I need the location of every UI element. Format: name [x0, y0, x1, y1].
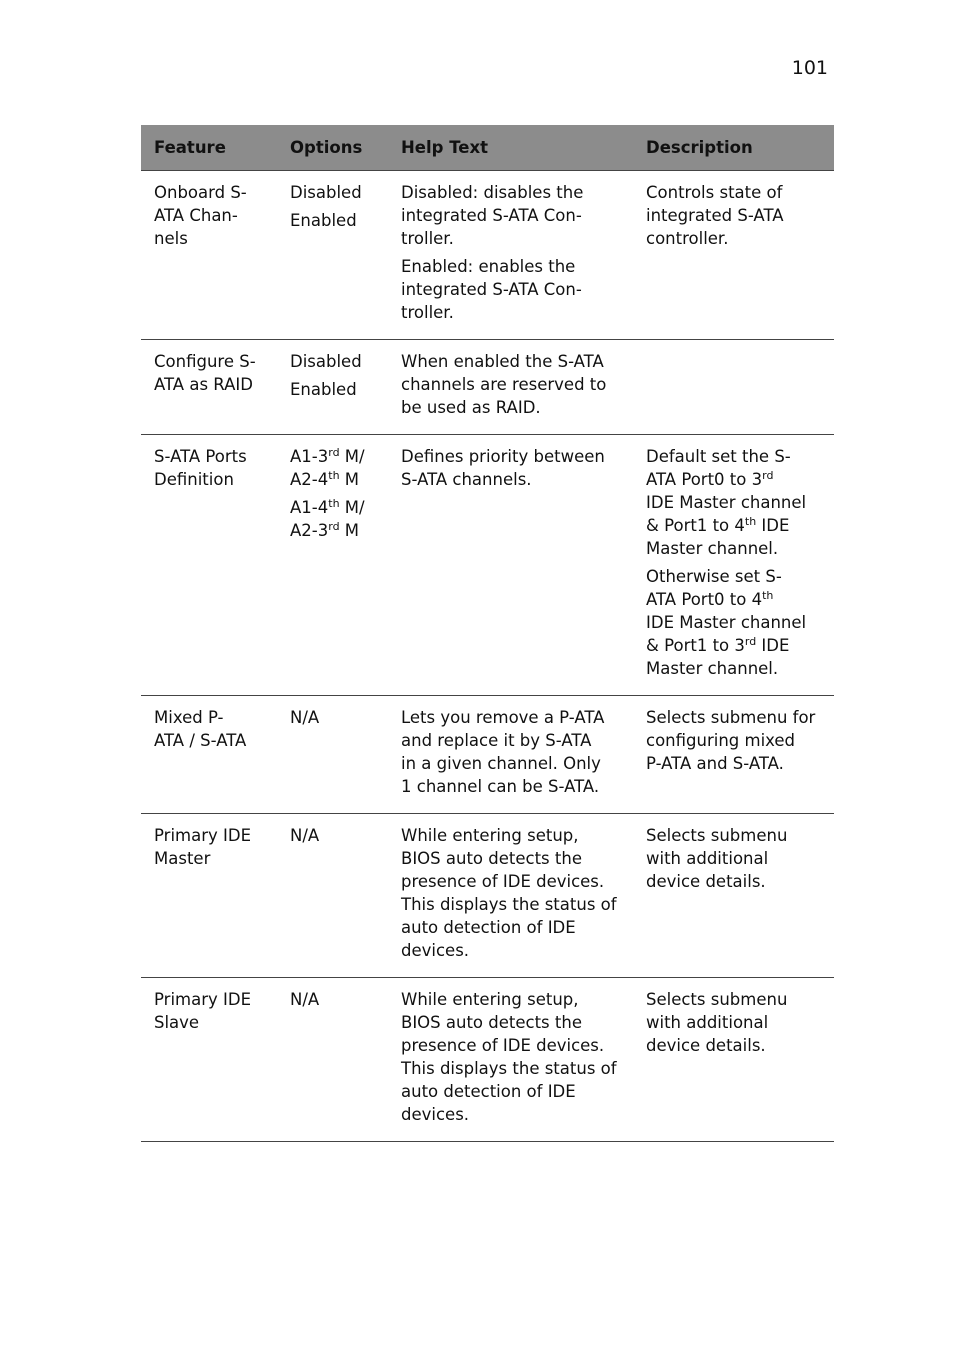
feature-text: Definition [154, 470, 234, 489]
table-row [141, 978, 834, 1142]
description-line [646, 537, 826, 560]
option-text: A2-4 [290, 470, 329, 489]
option-line [290, 445, 380, 468]
description-cell [633, 171, 834, 340]
help-text: While entering setup, [401, 826, 579, 845]
help-text: integrated S-ATA Con- [401, 206, 582, 225]
bios-feature-table [141, 125, 834, 1142]
description-line [646, 657, 826, 680]
ordinal-suffix: rd [328, 520, 340, 533]
help-text: S-ATA channels. [401, 470, 532, 489]
help-text: While entering setup, [401, 990, 579, 1009]
description-cell [633, 435, 834, 696]
feature-text: Onboard S- [154, 183, 247, 202]
feature-cell [141, 435, 277, 696]
options-cell [277, 978, 388, 1142]
help-cell [388, 435, 633, 696]
description-text: Selects submenu [646, 826, 788, 845]
help-text: devices. [401, 941, 470, 960]
ordinal-suffix: th [762, 589, 774, 602]
help-cell [388, 171, 633, 340]
help-text: presence of IDE devices. [401, 872, 605, 891]
option-text: M/ [339, 447, 365, 466]
table-row [141, 814, 834, 978]
options-cell [277, 340, 388, 435]
description-text: configuring mixed [646, 731, 796, 750]
description-text: ATA Port0 to 4 [646, 590, 763, 609]
description-text: Selects submenu for [646, 708, 816, 727]
description-cell [633, 814, 834, 978]
description-text: device details. [646, 1036, 766, 1055]
feature-cell [141, 171, 277, 340]
description-text: with additional [646, 1013, 769, 1032]
feature-text: S-ATA Ports [154, 447, 247, 466]
description-line [646, 491, 826, 514]
description-text: IDE [756, 636, 790, 655]
help-text: integrated S-ATA Con- [401, 280, 582, 299]
feature-text: Mixed P- [154, 708, 224, 727]
table-header-row [141, 125, 834, 171]
help-text: auto detection of IDE [401, 1082, 576, 1101]
option-text: M [339, 470, 360, 489]
help-text: channels are reserved to [401, 375, 607, 394]
help-text: BIOS auto detects the [401, 849, 582, 868]
help-text: Enabled: enables the [401, 257, 576, 276]
ordinal-suffix: rd [328, 446, 340, 459]
options-cell [277, 435, 388, 696]
description-text: Selects submenu [646, 990, 788, 1009]
help-text: be used as RAID. [401, 398, 541, 417]
ordinal-suffix: rd [744, 635, 757, 648]
option-text: M [339, 521, 360, 540]
feature-cell [141, 696, 277, 814]
help-text: When enabled the S-ATA [401, 352, 604, 371]
help-text: presence of IDE devices. [401, 1036, 605, 1055]
help-cell [388, 696, 633, 814]
description-text: with additional [646, 849, 769, 868]
feature-text: nels [154, 229, 188, 248]
description-text: Otherwise set S- [646, 567, 782, 586]
header-feature: Feature [141, 125, 277, 171]
description-text: Controls state of [646, 183, 783, 202]
description-text: device details. [646, 872, 766, 891]
header-description: Description [633, 125, 834, 171]
header-options: Options [277, 125, 388, 171]
feature-cell [141, 814, 277, 978]
description-cell [633, 340, 834, 435]
help-text: This displays the status of [401, 1059, 617, 1078]
option-value: Disabled [290, 352, 362, 371]
feature-text: Master [154, 849, 211, 868]
option-text: A2-3 [290, 521, 329, 540]
option-line [290, 519, 380, 542]
table-row [141, 340, 834, 435]
description-text: Master channel. [646, 659, 779, 678]
feature-text: ATA as RAID [154, 375, 253, 394]
option-value: N/A [290, 826, 320, 845]
description-line [646, 445, 826, 468]
option-value: Enabled [290, 380, 357, 399]
description-cell [633, 696, 834, 814]
help-cell [388, 340, 633, 435]
help-text: Lets you remove a P-ATA [401, 708, 605, 727]
description-line [646, 588, 826, 611]
description-line [646, 611, 826, 634]
feature-cell [141, 340, 277, 435]
help-cell [388, 814, 633, 978]
option-value: N/A [290, 708, 320, 727]
description-line [646, 514, 826, 537]
feature-text: Primary IDE [154, 990, 252, 1009]
option-line [290, 468, 380, 491]
option-line [290, 496, 380, 519]
options-cell [277, 171, 388, 340]
description-line [646, 634, 826, 657]
help-text: Disabled: disables the [401, 183, 584, 202]
header-help-text: Help Text [388, 125, 633, 171]
description-text: IDE [756, 516, 790, 535]
description-text: controller. [646, 229, 729, 248]
option-value: N/A [290, 990, 320, 1009]
description-text: Default set the S- [646, 447, 791, 466]
options-cell [277, 814, 388, 978]
description-line [646, 468, 826, 491]
help-text: Defines priority between [401, 447, 605, 466]
option-text: M/ [339, 498, 365, 517]
table-row [141, 435, 834, 696]
help-text: 1 channel can be S-ATA. [401, 777, 600, 796]
option-text: A1-3 [290, 447, 329, 466]
help-text: in a given channel. Only [401, 754, 601, 773]
help-cell [388, 978, 633, 1142]
table-row [141, 171, 834, 340]
description-text: & Port1 to 4 [646, 516, 745, 535]
feature-text: Configure S- [154, 352, 256, 371]
help-text: and replace it by S-ATA [401, 731, 592, 750]
description-text: ATA Port0 to 3 [646, 470, 763, 489]
table-row [141, 696, 834, 814]
description-text: Master channel. [646, 539, 779, 558]
feature-text: Primary IDE [154, 826, 252, 845]
feature-cell [141, 978, 277, 1142]
option-value: Disabled [290, 183, 362, 202]
help-text: auto detection of IDE [401, 918, 576, 937]
help-text: troller. [401, 229, 454, 248]
feature-text: ATA / S-ATA [154, 731, 247, 750]
option-text: A1-4 [290, 498, 329, 517]
help-text: BIOS auto detects the [401, 1013, 582, 1032]
page-number: 101 [791, 57, 828, 79]
description-text: P-ATA and S-ATA. [646, 754, 784, 773]
ordinal-suffix: th [328, 497, 340, 510]
help-text: troller. [401, 303, 454, 322]
feature-text: Slave [154, 1013, 200, 1032]
help-text: This displays the status of [401, 895, 617, 914]
options-cell [277, 696, 388, 814]
help-text: devices. [401, 1105, 470, 1124]
description-text: IDE Master channel [646, 493, 807, 512]
ordinal-suffix: th [328, 469, 340, 482]
feature-text: ATA Chan- [154, 206, 238, 225]
ordinal-suffix: rd [762, 469, 774, 482]
description-line [646, 565, 826, 588]
description-text: & Port1 to 3 [646, 636, 745, 655]
ordinal-suffix: th [744, 515, 757, 528]
description-text: integrated S-ATA [646, 206, 784, 225]
option-value: Enabled [290, 211, 357, 230]
description-cell [633, 978, 834, 1142]
description-text: IDE Master channel [646, 613, 807, 632]
